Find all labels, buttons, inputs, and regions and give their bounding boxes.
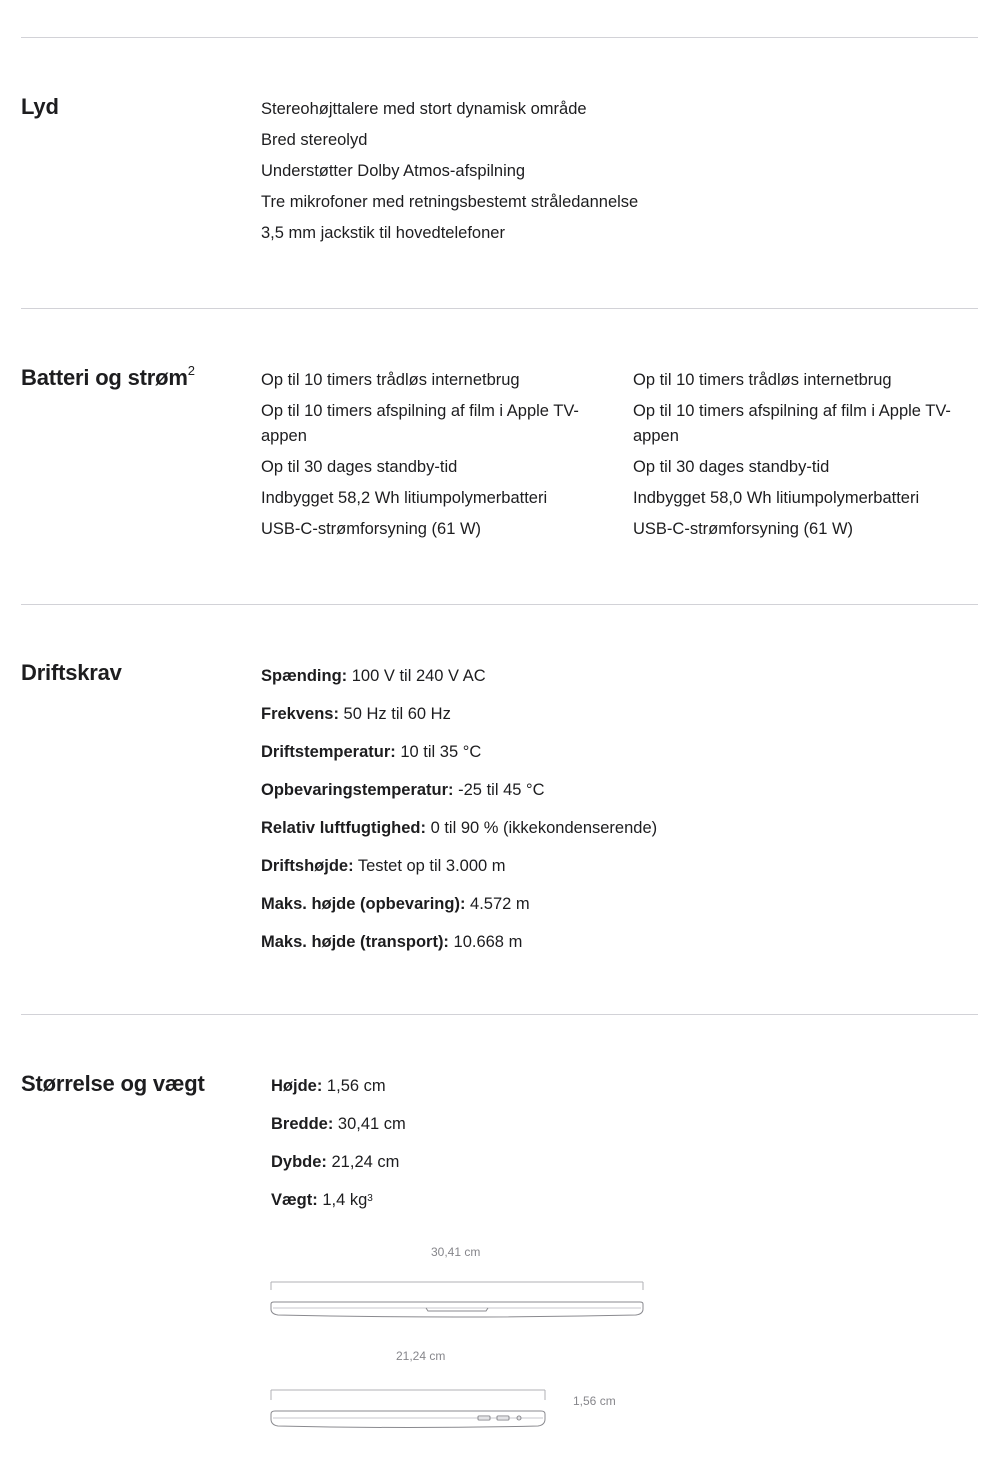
spec-label: Bredde: [271,1115,334,1133]
spec-label: Dybde: [271,1153,327,1171]
battery-spec-item: Op til 10 timers afspilning af film i Apple TV-appen [633,402,951,445]
spec-value: 100 V til 240 V AC [347,667,486,685]
spec-label: Maks. højde (opbevaring): [261,895,466,913]
spec-value: 4.572 m [465,895,530,913]
audio-spec-list [261,97,681,252]
operating-spec-list [261,664,801,968]
width-dimension-bracket [271,1282,643,1290]
spec-label: Vægt: [271,1191,318,1209]
spec-label: Driftshøjde: [261,857,354,875]
laptop-side-outline [271,1411,545,1428]
section-divider-battery [21,308,978,309]
audio-spec-item: Bred stereolyd [261,131,368,149]
battery-spec-list-left [261,368,601,548]
spec-label: Opbevaringstemperatur: [261,781,454,799]
section-heading-audio: Lyd [21,94,59,119]
spec-value: -25 til 45 °C [453,781,545,799]
size-spec-width [271,1112,671,1137]
operating-spec-altitude [261,854,801,879]
depth-dimension-label: 21,24 cm [396,1349,446,1363]
spec-value: 0 til 90 % (ikkekondenserende) [425,819,658,837]
audio-spec-item: Tre mikrofoner med retningsbestemt stråledannelse [261,193,639,211]
spec-label: Maks. højde (transport): [261,933,449,951]
spec-value: 1,4 kg [317,1191,368,1209]
operating-spec-humidity [261,816,801,841]
battery-spec-item: Op til 10 timers trådløs internetbrug [261,371,520,389]
battery-spec-item: USB-C-strømforsyning (61 W) [633,520,854,538]
battery-spec-list-right [633,368,973,548]
section-heading-size: Størrelse og vægt [21,1071,205,1096]
section-divider-operating [21,604,978,605]
section-heading-operating: Driftskrav [21,660,122,685]
audio-spec-item: Understøtter Dolby Atmos-afspilning [261,162,526,180]
section-heading-battery: Batteri og strøm$^2$ [21,363,195,390]
section-divider-top [21,37,978,38]
audio-spec-item: Stereohøjttalere med stort dynamisk område [261,100,587,118]
spec-value: 21,24 cm [326,1153,400,1171]
spec-label: Relativ luftfugtighed: [261,819,426,837]
operating-spec-max-altitude-storage [261,892,801,917]
spec-value: 50 Hz til 60 Hz [338,705,451,723]
spec-label: Spænding: [261,667,348,685]
size-spec-height [271,1074,671,1099]
operating-spec-frequency [261,702,801,727]
width-dimension-label: 30,41 cm [431,1245,481,1259]
battery-spec-item: Indbygget 58,0 Wh litiumpolymerbatteri [633,489,920,507]
spec-value: Testet op til 3.000 m [353,857,506,875]
operating-spec-voltage [261,664,801,689]
spec-value: 10 til 35 °C [395,743,482,761]
laptop-side-view-illustration [268,1384,550,1432]
weight-footnote: 3 [367,1193,373,1204]
battery-footnote: 2 [187,363,195,378]
section-divider-size [21,1014,978,1015]
battery-spec-item: Op til 10 timers afspilning af film i Apple TV-appen [261,402,579,445]
spec-value: 10.668 m [448,933,523,951]
laptop-front-view-illustration [268,1276,648,1322]
spec-label: Højde: [271,1077,323,1095]
battery-spec-item: Op til 30 dages standby-tid [261,458,458,476]
battery-spec-item: Indbygget 58,2 Wh litiumpolymerbatteri [261,489,548,507]
spec-label: Driftstemperatur: [261,743,396,761]
audio-spec-item: 3,5 mm jackstik til hovedtelefoner [261,224,505,242]
laptop-front-outline [271,1302,643,1317]
size-spec-depth [271,1150,671,1175]
spec-value: 1,56 cm [322,1077,386,1095]
operating-spec-max-altitude-transport [261,930,801,955]
spec-value: 30,41 cm [333,1115,406,1133]
battery-spec-item: Op til 30 dages standby-tid [633,458,830,476]
size-spec-weight [271,1188,671,1213]
depth-dimension-bracket [271,1390,545,1400]
battery-spec-item: Op til 10 timers trådløs internetbrug [633,371,892,389]
size-spec-list [271,1074,671,1226]
spec-label: Frekvens: [261,705,339,723]
operating-spec-operating-temp [261,740,801,765]
height-dimension-label: 1,56 cm [573,1394,616,1408]
operating-spec-storage-temp [261,778,801,803]
battery-spec-item: USB-C-strømforsyning (61 W) [261,520,482,538]
